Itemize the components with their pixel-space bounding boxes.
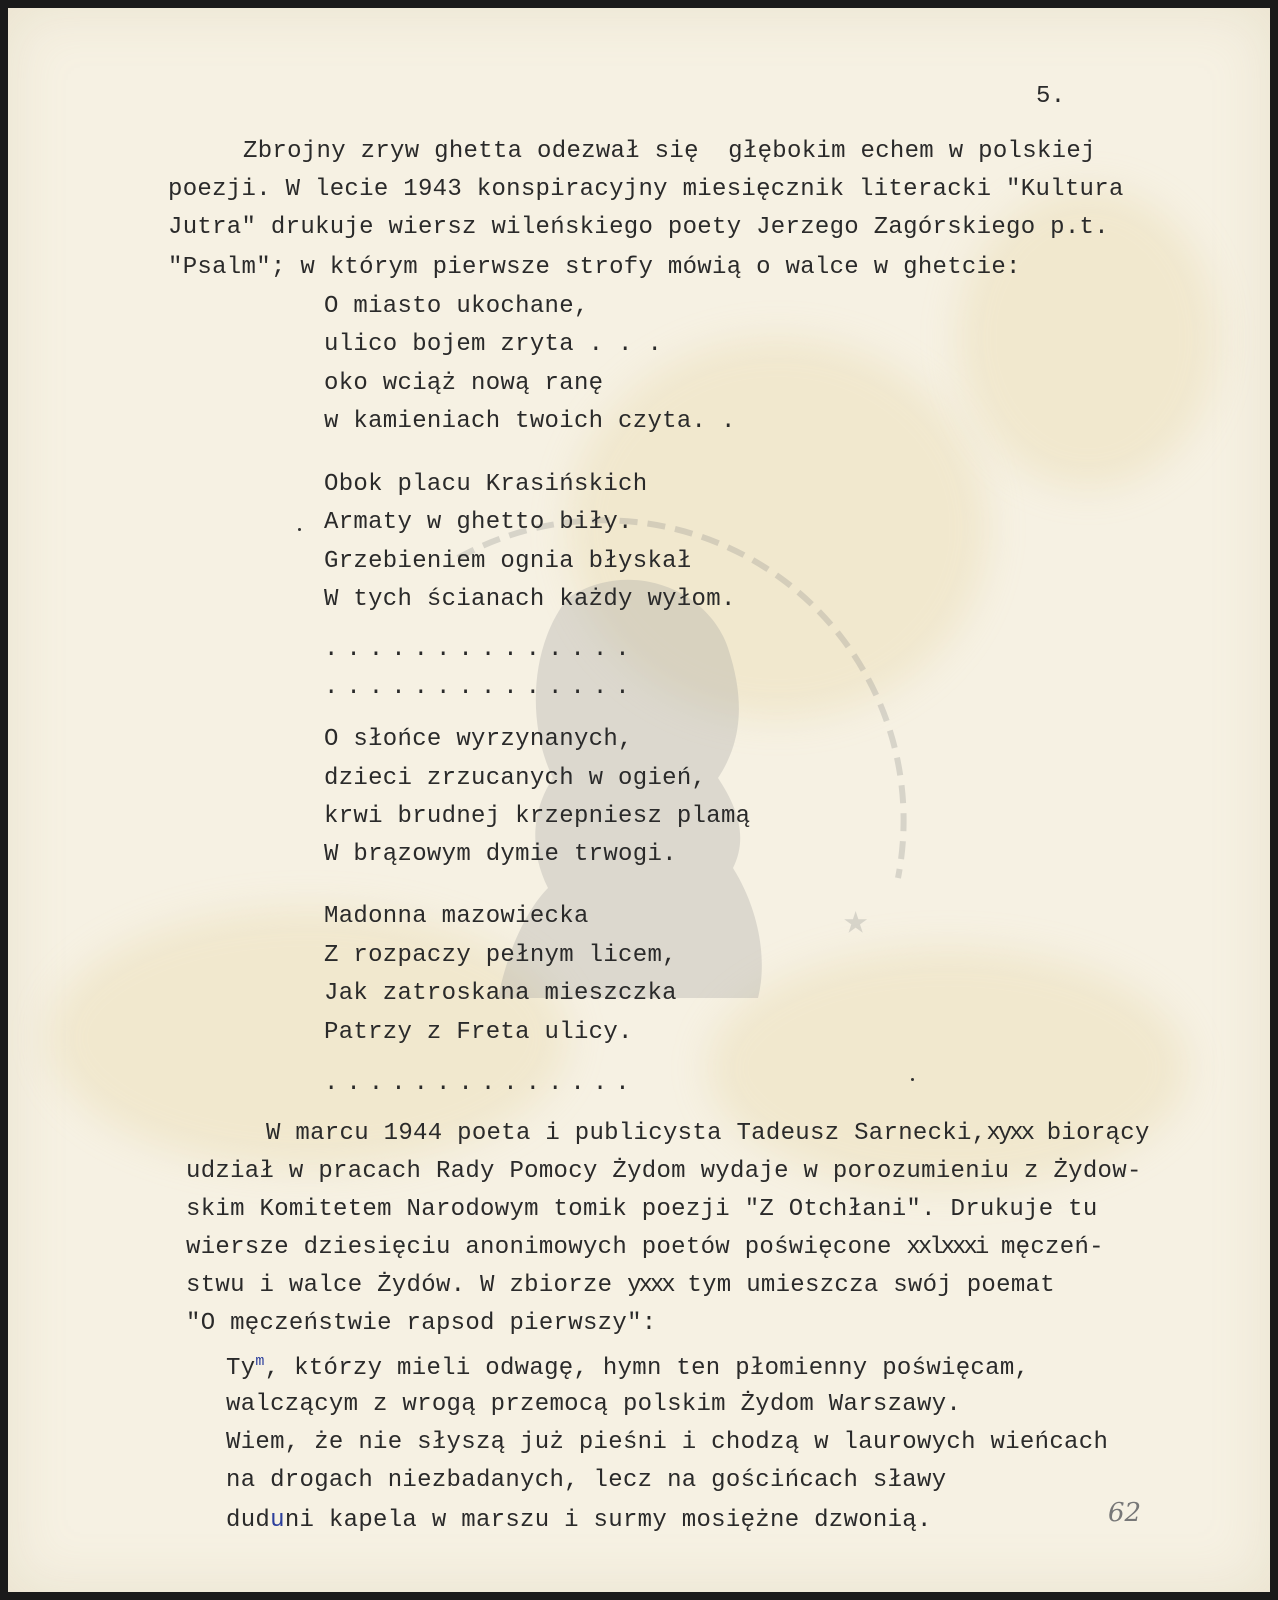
poem-line: Ty$^m$, którzy mieli odwagę, hymn ten płomienny poświęcam, [226, 1353, 1030, 1382]
struck-out-text: xyxx [986, 1120, 1033, 1147]
poem-line: Patrzy z Freta ulicy. [324, 1019, 633, 1046]
poem-line: Jak zatroskana mieszczka [324, 980, 677, 1007]
poem-line: Madonna mazowiecka [324, 903, 589, 930]
struck-out-text: yxxx [627, 1272, 673, 1299]
poem-line: oko wciąż nową ranę [324, 370, 604, 397]
dotted-separator: .............. [324, 674, 638, 701]
poem-line: walczącym z wrogą przemocą polskim Żydom Warszawy. [226, 1391, 962, 1418]
poem-line: w kamieniach twoich czyta. . [324, 408, 736, 435]
dotted-separator: .............. [324, 636, 638, 663]
ink-speck [911, 1078, 914, 1081]
text-line: "Psalm"; w którym pierwsze strofy mówią o walce w ghetcie: [168, 254, 1021, 281]
poem-line: W tych ścianach każdy wyłom. [324, 586, 736, 613]
poem-line: W brązowym dymie trwogi. [324, 841, 677, 868]
ink-speck [298, 528, 301, 531]
text-line: Jutra" drukuje wiersz wileńskiego poety Jerzego Zagórskiego p.t. [168, 214, 1109, 241]
svg-text:★: ★ [843, 898, 869, 946]
poem-line: Grzebieniem ognia błyskał [324, 548, 692, 575]
poem-line: na drogach niezbadanych, lecz na gościńcach sławy [226, 1467, 947, 1494]
poem-line: krwi brudnej krzepniesz plamą [324, 803, 751, 830]
poem-line: dzieci zrzucanych w ogień, [324, 765, 707, 792]
poem-line: O miasto ukochane, [324, 293, 589, 320]
poem-line: O słońce wyrzynanych, [324, 726, 633, 753]
handwritten-correction: u [270, 1507, 285, 1534]
text-line: "O męczeństwie rapsod pierwszy": [186, 1310, 657, 1337]
poem-line: Obok placu Krasińskich [324, 471, 648, 498]
text-line: udział w pracach Rady Pomocy Żydom wydaje w porozumieniu z Żydow- [186, 1158, 1142, 1185]
page-number: 5. [1036, 83, 1066, 110]
struck-out-text: xxlxxxi [906, 1234, 987, 1261]
poem-line: Wiem, że nie słyszą już pieśni i chodzą w laurowych wieńcach [226, 1429, 1109, 1456]
poem-line: Z rozpaczy pełnym licem, [324, 942, 677, 969]
poem-line: Armaty w ghetto biły. [324, 509, 633, 536]
text-line: stwu i walce Żydów. W zbiorze yxxx tym umieszcza swój poemat [186, 1272, 1055, 1299]
text-line: wiersze dziesięciu anonimowych poetów poświęcone xxlxxxi męczeń- [186, 1234, 1104, 1261]
document-page [8, 8, 1270, 1592]
text-line: poezji. W lecie 1943 konspiracyjny miesięcznik literacki "Kultura [168, 176, 1124, 203]
text-line: W marcu 1944 poeta i publicysta Tadeusz Sarnecki,xyxx biorący [266, 1120, 1150, 1147]
dotted-separator: .............. [324, 1070, 638, 1097]
poem-line: duduni kapela w marszu i surmy mosiężne dzwonią. [226, 1507, 932, 1534]
text-line: Zbrojny zryw ghetta odezwał się głębokim echem w polskiej [243, 138, 1096, 165]
archive-number: 62 [1108, 1498, 1142, 1528]
handwritten-correction: m [255, 1353, 265, 1370]
text-line: skim Komitetem Narodowym tomik poezji "Z Otchłani". Drukuje tu [186, 1196, 1098, 1223]
poem-line: ulico bojem zryta . . . [324, 331, 663, 358]
